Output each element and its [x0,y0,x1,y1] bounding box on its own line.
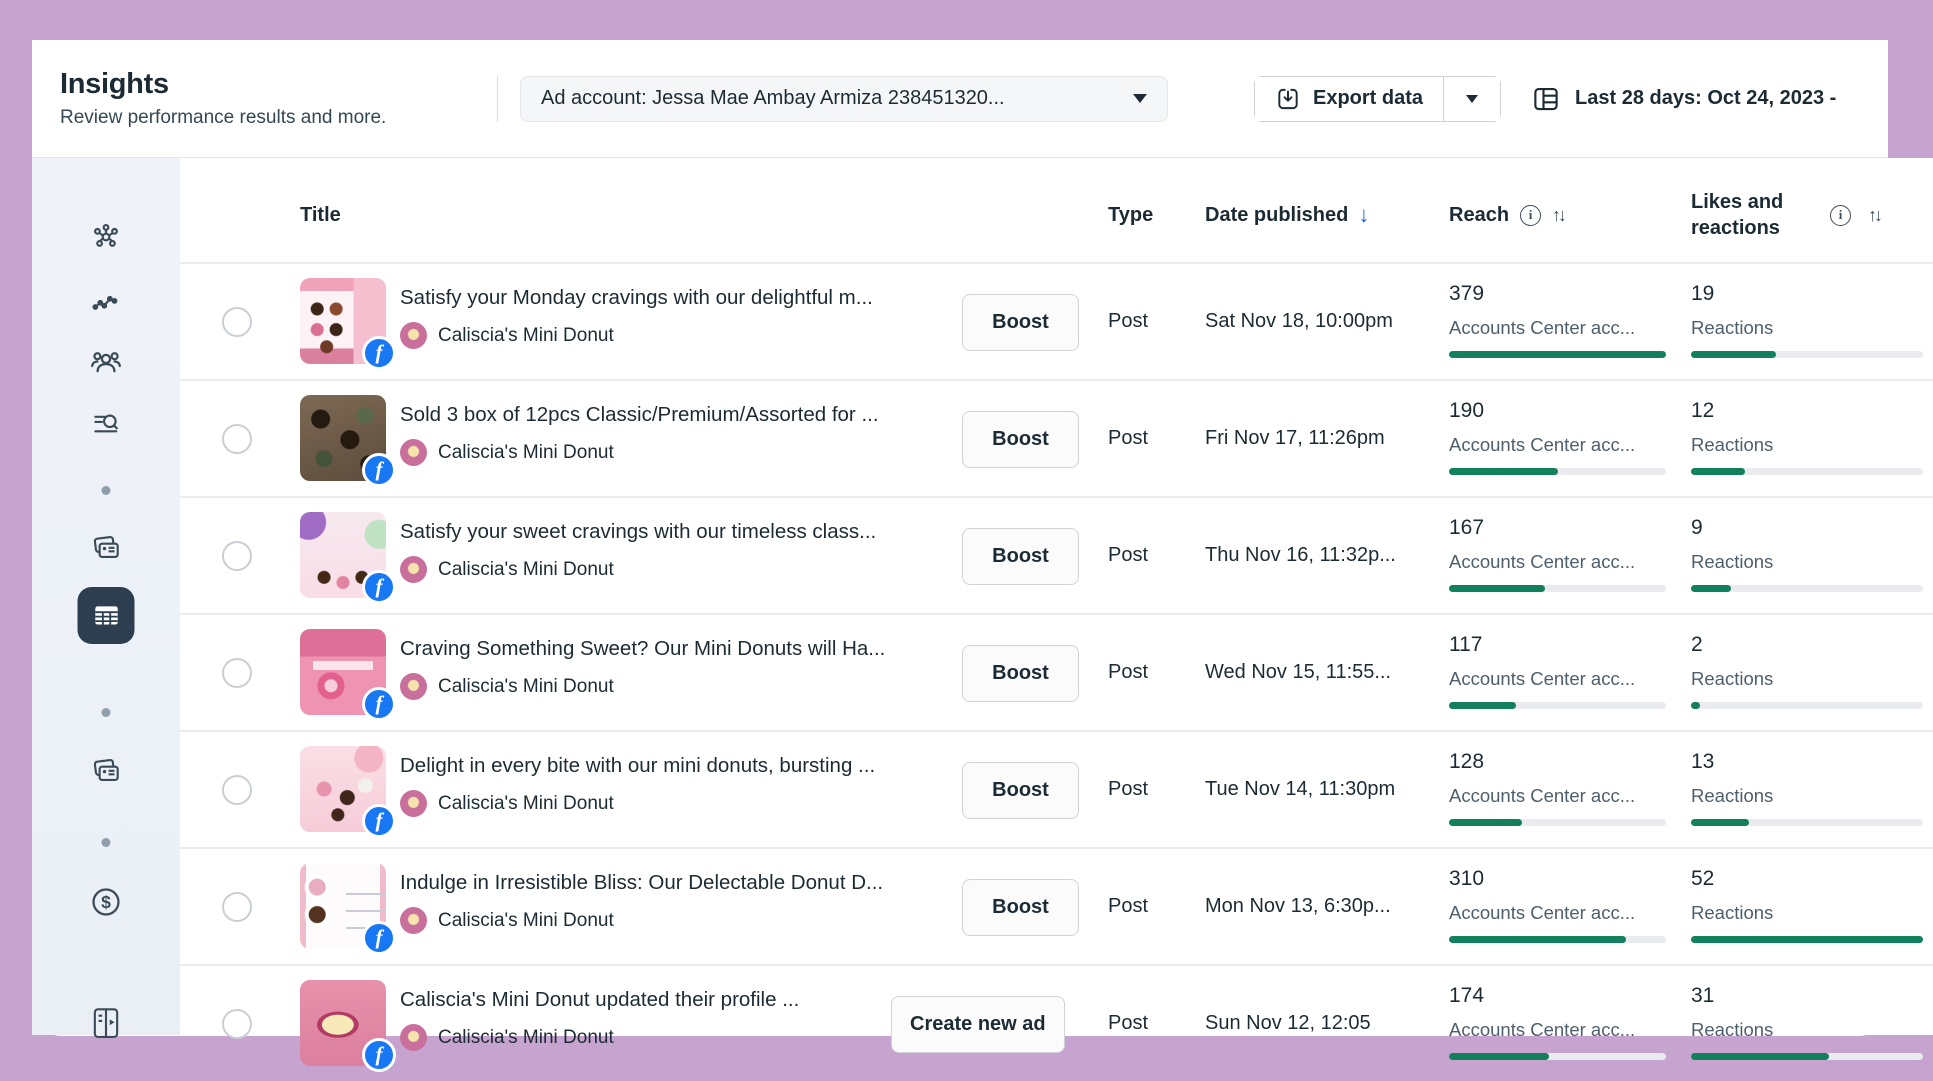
sidebar-item-content-search[interactable] [84,401,128,445]
facebook-badge-icon: f [362,570,396,604]
reactions-sublabel: Reactions [1691,317,1774,338]
reach-bar-fill [1449,468,1558,475]
trend-line-icon [90,283,122,315]
reactions-bar-fill [1691,351,1776,358]
post-type: Post [1108,1012,1149,1034]
post-title[interactable]: Satisfy your Monday cravings with our delightful m... [400,286,873,309]
page-name: Caliscia's Mini Donut [438,792,614,814]
table-row [180,730,1933,847]
reach-bar-fill [1449,702,1516,709]
post-title[interactable]: Indulge in Irresistible Bliss: Our Delectable Donut D... [400,871,884,894]
row-content-cell [300,498,1108,613]
sidebar-item-content-table-selected[interactable] [78,587,135,644]
reactions-value: 19 [1691,282,1715,305]
reactions-cell [1691,264,1933,379]
facebook-badge-icon: f [362,336,396,370]
row-checkbox[interactable] [222,424,252,454]
export-split-button [1254,76,1501,122]
reach-sublabel: Accounts Center acc... [1449,551,1636,572]
reach-sublabel: Accounts Center acc... [1449,668,1636,689]
download-icon [1275,86,1301,112]
column-header-likes[interactable] [1691,189,1933,241]
reactions-bar-fill [1691,1053,1829,1060]
reach-bar-fill [1449,1053,1549,1060]
reach-value: 117 [1449,633,1483,656]
post-info [400,286,940,349]
reach-value: 128 [1449,750,1485,773]
reach-bar-track [1449,936,1666,943]
page-name: Caliscia's Mini Donut [438,324,614,346]
post-title[interactable]: Satisfy your sweet cravings with our timeless class... [400,520,877,543]
page-subtitle: Review performance results and more. [60,107,387,128]
post-type: Post [1108,544,1149,566]
post-info [400,871,940,934]
facebook-badge-icon: f [362,921,396,955]
reach-sublabel: Accounts Center acc... [1449,434,1636,455]
post-thumbnail[interactable] [300,746,386,832]
table-row [180,496,1933,613]
sidebar-separator-dot [102,708,111,717]
reactions-bar-track [1691,702,1923,709]
row-select-cell [180,966,300,1081]
reactions-cell [1691,615,1933,730]
post-thumbnail[interactable] [300,278,386,364]
row-select-cell [180,381,300,496]
post-title[interactable]: Sold 3 box of 12pcs Classic/Premium/Assorted for ... [400,403,879,426]
sidebar-item-monetization[interactable] [84,880,128,924]
sort-descending-icon[interactable] [1358,202,1369,228]
sidebar-item-overview[interactable] [84,215,128,259]
reach-bar-track [1449,468,1666,475]
reactions-bar-track [1691,585,1923,592]
chevron-down-icon [1466,95,1478,103]
table-row [180,613,1933,730]
sidebar-separator-dot [102,486,111,495]
page-avatar [400,790,427,817]
reach-sublabel: Accounts Center acc... [1449,317,1636,338]
sidebar-item-ads[interactable] [84,750,128,794]
reach-value: 167 [1449,516,1485,539]
reach-cell [1449,615,1691,730]
top-bar [32,40,1888,158]
reactions-cell [1691,849,1933,964]
post-info [400,754,940,817]
row-select-cell [180,615,300,730]
reach-bar-track [1449,702,1666,709]
post-thumbnail[interactable] [300,980,386,1066]
sort-toggle-icon[interactable] [1552,205,1564,226]
row-select-cell [180,849,300,964]
post-type: Post [1108,427,1149,449]
page-header [60,68,497,129]
export-data-label: Export data [1313,87,1424,109]
row-content-cell [300,849,1108,964]
row-content-cell [300,966,1108,1081]
info-icon[interactable] [1520,205,1541,226]
ads-cards-icon [89,755,123,789]
reach-cell [1449,381,1691,496]
post-thumbnail[interactable] [300,629,386,715]
reactions-value: 13 [1691,750,1715,773]
post-title[interactable]: Caliscia's Mini Donut updated their profile ... [400,988,800,1011]
reactions-bar-fill [1691,702,1700,709]
table-body [180,262,1933,1081]
reactions-bar-track [1691,936,1923,943]
ad-account-dropdown[interactable] [520,76,1168,122]
row-content-cell [300,264,1108,379]
reach-sublabel: Accounts Center acc... [1449,1019,1636,1040]
reactions-sublabel: Reactions [1691,668,1774,689]
date-range-label: Last 28 days: Oct 24, 2023 - [1575,87,1837,109]
boost-button[interactable]: Boost [962,411,1079,468]
reactions-sublabel: Reactions [1691,1019,1774,1040]
date-published: Thu Nov 16, 11:32p... [1205,544,1396,566]
post-info [400,403,940,466]
page-row [400,1024,940,1051]
svg-text:$: $ [101,892,111,913]
app-window [32,40,1888,1066]
people-icon [89,344,123,378]
page-avatar [400,907,427,934]
boost-button[interactable]: Boost [962,528,1079,585]
reactions-cell [1691,498,1933,613]
boost-button[interactable]: Boost [962,645,1079,702]
page-name: Caliscia's Mini Donut [438,558,614,580]
date-published: Wed Nov 15, 11:55... [1205,661,1392,683]
sidebar [32,158,180,1035]
calendar-table-icon [1531,84,1561,114]
post-type: Post [1108,778,1149,800]
reactions-value: 52 [1691,867,1715,890]
post-thumbnail[interactable] [300,863,386,949]
page-avatar [400,673,427,700]
page-row [400,790,940,817]
reactions-bar-fill [1691,468,1745,475]
column-header-date[interactable] [1205,202,1449,228]
sidebar-item-billing[interactable] [84,1000,128,1044]
date-published: Sun Nov 12, 12:05 [1205,1012,1371,1034]
reach-bar-track [1449,351,1666,358]
facebook-badge-icon: f [362,687,396,721]
sidebar-item-content[interactable] [84,527,128,571]
reach-bar-fill [1449,351,1666,358]
reactions-bar-fill [1691,819,1749,826]
reach-bar-track [1449,1053,1666,1060]
reach-value: 174 [1449,984,1485,1007]
table-header [180,158,1933,262]
row-checkbox[interactable] [222,658,252,688]
row-content-cell [300,381,1108,496]
likes-reactions-label: Likes and reactions [1691,191,1784,239]
reactions-sublabel: Reactions [1691,902,1774,923]
search-list-icon [90,407,122,439]
page-title: Insights [60,68,169,100]
content-cards-icon [89,532,123,566]
dollar-circle-icon [89,885,123,919]
reactions-sublabel: Reactions [1691,434,1774,455]
page-name: Caliscia's Mini Donut [438,441,614,463]
reactions-value: 9 [1691,516,1703,539]
reach-bar-fill [1449,819,1522,826]
page-avatar [400,439,427,466]
insights-table [180,158,1933,1066]
reach-sublabel: Accounts Center acc... [1449,902,1636,923]
boost-button[interactable]: Boost [962,762,1079,819]
table-row [180,847,1933,964]
row-checkbox[interactable] [222,892,252,922]
date-published: Mon Nov 13, 6:30p... [1205,895,1391,917]
reach-cell [1449,849,1691,964]
date-published: Fri Nov 17, 11:26pm [1205,427,1385,449]
row-checkbox[interactable] [222,1009,252,1039]
post-thumbnail[interactable] [300,512,386,598]
post-title[interactable]: Delight in every bite with our mini donuts, bursting ... [400,754,876,777]
table-row [180,964,1933,1081]
row-content-cell [300,615,1108,730]
column-header-reach[interactable] [1449,204,1691,227]
post-type: Post [1108,310,1149,332]
date-published: Tue Nov 14, 11:30pm [1205,778,1396,800]
reactions-bar-fill [1691,585,1731,592]
facebook-badge-icon: f [362,1038,396,1072]
page-row [400,322,940,349]
column-header-type[interactable]: Type [1108,203,1154,226]
page-avatar [400,1024,427,1051]
reactions-cell [1691,966,1933,1081]
row-select-cell [180,498,300,613]
page-row [400,673,940,700]
reactions-bar-track [1691,468,1923,475]
sidebar-separator-dot [102,838,111,847]
reactions-cell [1691,732,1933,847]
ad-account-label: Ad account: Jessa Mae Ambay Armiza 238451320... [541,87,1005,109]
reach-bar-fill [1449,585,1545,592]
table-row [180,262,1933,379]
reach-cell [1449,966,1691,1081]
reach-cell [1449,732,1691,847]
reactions-value: 31 [1691,984,1715,1007]
post-info [400,520,940,583]
sidebar-item-audience[interactable] [84,339,128,383]
create-new-ad-button[interactable]: Create new ad [891,996,1065,1053]
page-name: Caliscia's Mini Donut [438,1026,614,1048]
sidebar-item-results[interactable] [84,277,128,321]
boost-button[interactable]: Boost [962,879,1079,936]
date-published: Sat Nov 18, 10:00pm [1205,310,1393,332]
reactions-bar-track [1691,1053,1923,1060]
page-name: Caliscia's Mini Donut [438,675,614,697]
page-row [400,439,940,466]
page-row [400,907,940,934]
post-info [400,637,940,700]
reactions-sublabel: Reactions [1691,551,1774,572]
page-row [400,556,940,583]
reach-cell [1449,498,1691,613]
page-name: Caliscia's Mini Donut [438,909,614,931]
post-title[interactable]: Craving Something Sweet? Our Mini Donuts will Ha... [400,637,886,660]
sort-toggle-icon[interactable] [1868,205,1880,226]
reach-sublabel: Accounts Center acc... [1449,785,1636,806]
post-type: Post [1108,895,1149,917]
column-header-title[interactable]: Title [300,203,341,226]
facebook-badge-icon: f [362,804,396,838]
row-content-cell [300,732,1108,847]
reactions-value: 12 [1691,399,1715,422]
reactions-bar-track [1691,351,1923,358]
row-select-cell [180,264,300,379]
reach-cell [1449,264,1691,379]
date-range-selector[interactable] [1531,84,1836,114]
reactions-sublabel: Reactions [1691,785,1774,806]
post-type: Post [1108,661,1149,683]
table-row [180,379,1933,496]
export-options-button[interactable] [1444,77,1500,121]
hub-icon [90,221,122,253]
date-published-label: Date published [1205,203,1349,226]
billing-icon [89,1005,123,1039]
reactions-bar-track [1691,819,1923,826]
reach-value: 310 [1449,867,1485,890]
info-icon[interactable] [1830,205,1851,226]
post-thumbnail[interactable] [300,395,386,481]
row-checkbox[interactable] [222,775,252,805]
header-divider [497,76,498,122]
row-checkbox[interactable] [222,541,252,571]
reach-bar-track [1449,819,1666,826]
chevron-down-icon [1133,94,1147,103]
row-select-cell [180,732,300,847]
reach-bar-fill [1449,936,1626,943]
page-avatar [400,322,427,349]
reactions-value: 2 [1691,633,1703,656]
export-data-button[interactable] [1255,77,1443,121]
reactions-bar-fill [1691,936,1923,943]
post-info [400,988,940,1051]
row-checkbox[interactable] [222,307,252,337]
reach-value: 190 [1449,399,1485,422]
boost-button[interactable]: Boost [962,294,1079,351]
facebook-badge-icon: f [362,453,396,487]
page-avatar [400,556,427,583]
reach-value: 379 [1449,282,1485,305]
table-grid-icon [90,600,122,632]
reactions-cell [1691,381,1933,496]
reach-bar-track [1449,585,1666,592]
reach-label: Reach [1449,203,1510,226]
